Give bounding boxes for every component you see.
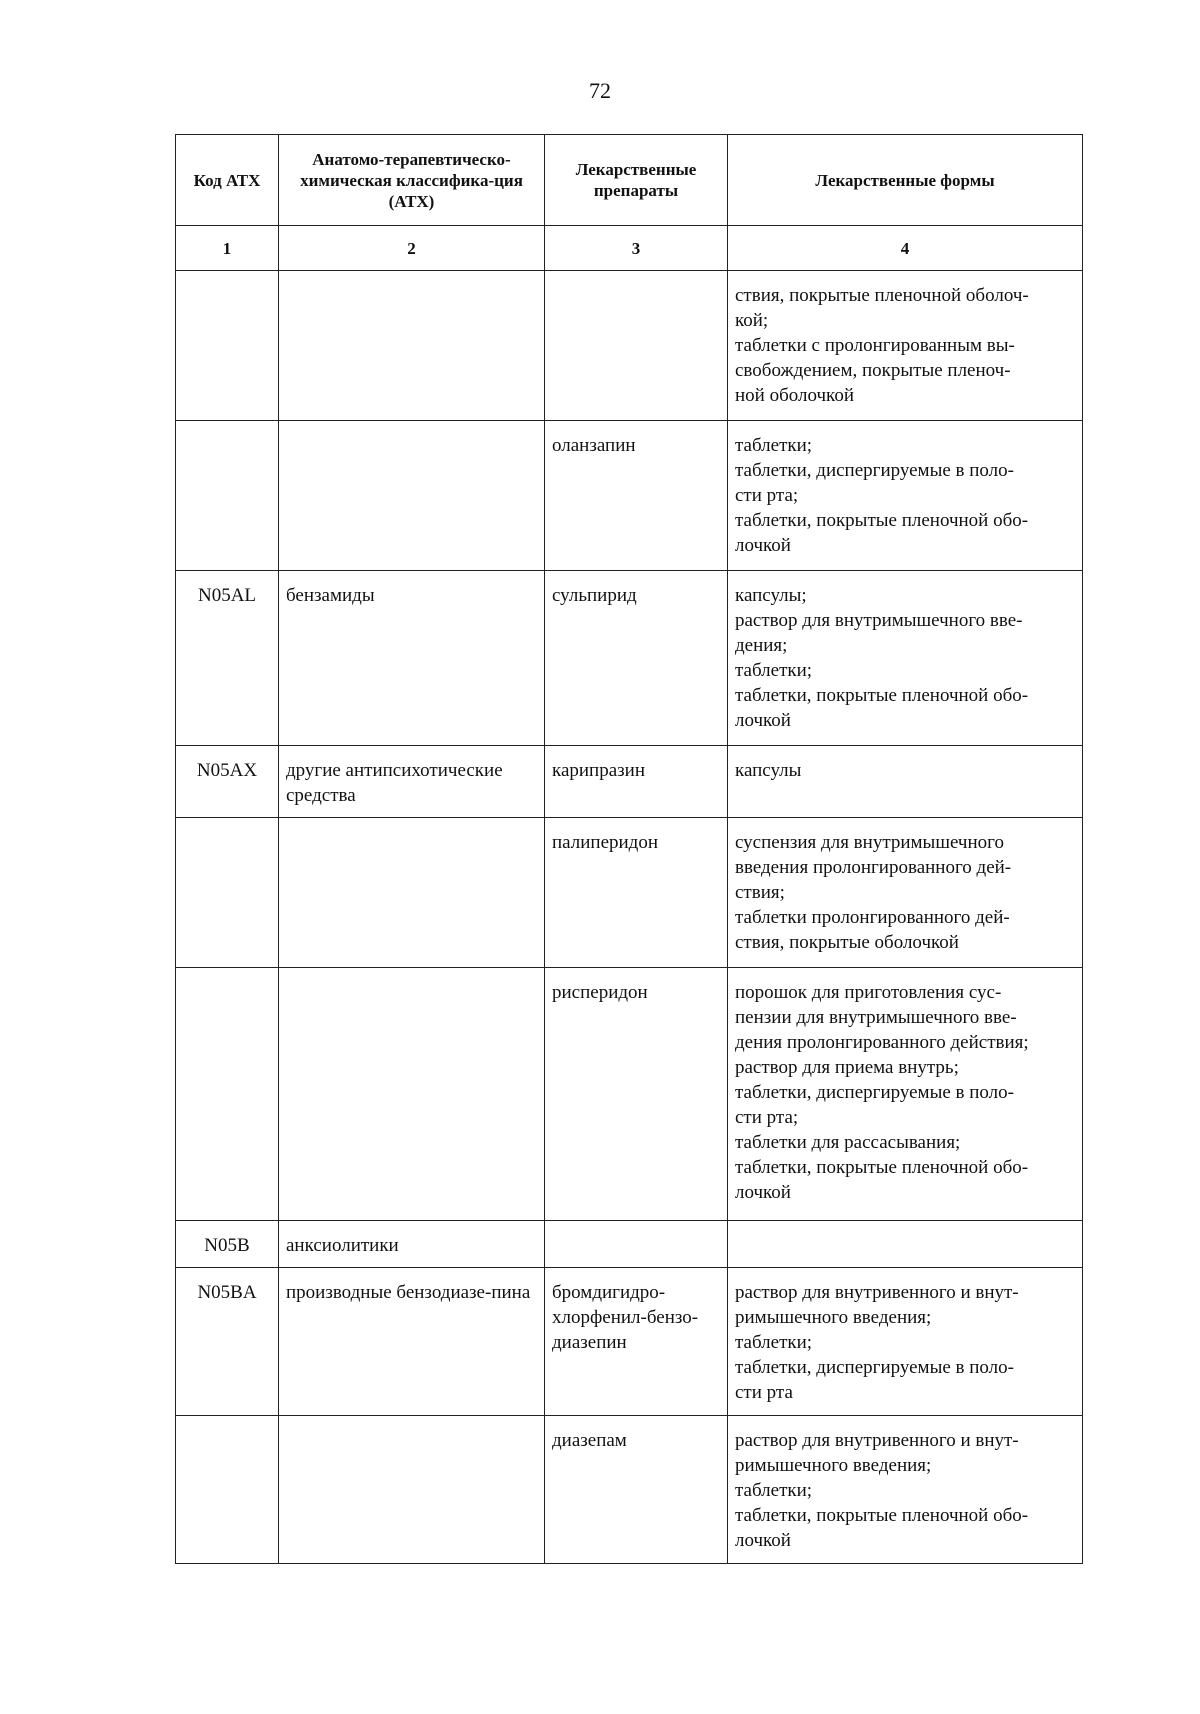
dosage-form-line: капсулы; — [735, 585, 807, 606]
atx-table — [175, 134, 1083, 1564]
dosage-forms-cell — [728, 1221, 1083, 1268]
dosage-form-line: раствор для внутривенного и внут- — [735, 1282, 1019, 1303]
table-body — [176, 271, 1083, 1564]
table-row — [176, 1416, 1083, 1564]
dosage-form-line: таблетки, покрытые пленочной обо- — [735, 510, 1029, 531]
classification-cell — [279, 968, 545, 1221]
atx-code-cell: N05B — [176, 1221, 279, 1268]
dosage-form-line: введения пролонгированного дей- — [735, 857, 1012, 878]
dosage-form-line: лочкой — [735, 710, 791, 731]
table-row — [176, 1221, 1083, 1268]
dosage-form-line: суспензия для внутримышечного — [735, 832, 1004, 853]
dosage-form-line: раствор для приема внутрь; — [735, 1057, 959, 1078]
atx-code-cell — [176, 968, 279, 1221]
dosage-forms-cell — [728, 571, 1083, 746]
dosage-form-line: ствия; — [735, 882, 785, 903]
drug-cell: бромдигидро-хлорфенил-бензо-диазепин — [545, 1268, 728, 1416]
dosage-form-line: порошок для приготовления сус- — [735, 982, 1002, 1003]
dosage-form-line: таблетки, диспергируемые в поло- — [735, 460, 1014, 481]
atx-code-cell — [176, 421, 279, 571]
dosage-forms-cell — [728, 818, 1083, 968]
header-row — [176, 135, 1083, 226]
table-row — [176, 818, 1083, 968]
table-row — [176, 746, 1083, 818]
dosage-form-line: таблетки; — [735, 435, 813, 456]
column-number: 1 — [176, 226, 279, 271]
dosage-forms-cell — [728, 746, 1083, 818]
dosage-form-line: таблетки для рассасывания; — [735, 1132, 961, 1153]
dosage-form-line: таблетки, покрытые пленочной обо- — [735, 685, 1029, 706]
dosage-form-line: раствор для внутримышечного вве- — [735, 610, 1023, 631]
drug-cell: диазепам — [545, 1416, 728, 1564]
dosage-forms-cell — [728, 421, 1083, 571]
table-row — [176, 421, 1083, 571]
dosage-forms-cell — [728, 968, 1083, 1221]
drug-cell — [545, 1221, 728, 1268]
dosage-forms-cell — [728, 1416, 1083, 1564]
header-forms: Лекарственные формы — [728, 135, 1083, 226]
classification-cell — [279, 271, 545, 421]
dosage-form-line: таблетки; — [735, 1332, 813, 1353]
table-row — [176, 271, 1083, 421]
drug-cell — [545, 271, 728, 421]
column-number-row — [176, 226, 1083, 271]
table-row — [176, 571, 1083, 746]
table-row — [176, 968, 1083, 1221]
dosage-form-line: таблетки, покрытые пленочной обо- — [735, 1157, 1029, 1178]
classification-cell — [279, 818, 545, 968]
dosage-form-line: сти рта; — [735, 1107, 799, 1128]
classification-cell — [279, 1416, 545, 1564]
header-drugs: Лекарственные препараты — [545, 135, 728, 226]
dosage-form-line: ствия, покрытые пленочной оболоч- — [735, 285, 1029, 306]
drug-cell: рисперидон — [545, 968, 728, 1221]
dosage-form-line: дения; — [735, 635, 788, 656]
classification-cell — [279, 421, 545, 571]
dosage-forms-cell — [728, 1268, 1083, 1416]
dosage-form-line: таблетки; — [735, 1480, 813, 1501]
header-code: Код АТХ — [176, 135, 279, 226]
dosage-form-line: кой; — [735, 310, 769, 331]
dosage-form-line: сти рта; — [735, 485, 799, 506]
dosage-form-line: дения пролонгированного действия; — [735, 1032, 1029, 1053]
dosage-forms-cell — [728, 271, 1083, 421]
drug-cell: оланзапин — [545, 421, 728, 571]
classification-cell: производные бензодиазе-пина — [279, 1268, 545, 1416]
atx-code-cell — [176, 1416, 279, 1564]
table-row — [176, 1268, 1083, 1416]
atx-code-cell: N05BA — [176, 1268, 279, 1416]
drug-cell: сульпирид — [545, 571, 728, 746]
dosage-form-line: сти рта — [735, 1382, 793, 1403]
dosage-form-line: римышечного введения; — [735, 1307, 932, 1328]
classification-cell: бензамиды — [279, 571, 545, 746]
dosage-form-line: ствия, покрытые оболочкой — [735, 932, 959, 953]
atx-code-cell: N05AX — [176, 746, 279, 818]
dosage-form-line: таблетки, диспергируемые в поло- — [735, 1357, 1014, 1378]
dosage-form-line: лочкой — [735, 1530, 791, 1551]
dosage-form-line: таблетки, диспергируемые в поло- — [735, 1082, 1014, 1103]
dosage-form-line: лочкой — [735, 1182, 791, 1203]
page-number: 72 — [589, 78, 611, 103]
column-number: 2 — [279, 226, 545, 271]
dosage-form-line: таблетки; — [735, 660, 813, 681]
dosage-form-line: лочкой — [735, 535, 791, 556]
dosage-form-line: таблетки, покрытые пленочной обо- — [735, 1505, 1029, 1526]
classification-cell: другие антипсихотические средства — [279, 746, 545, 818]
dosage-form-line: раствор для внутривенного и внут- — [735, 1430, 1019, 1451]
dosage-form-line: капсулы — [735, 760, 802, 781]
drug-cell: карипразин — [545, 746, 728, 818]
header-classification: Анатомо-терапевтическо-химическая классифика-ция (АТХ) — [279, 135, 545, 226]
drug-cell: палиперидон — [545, 818, 728, 968]
dosage-form-line: таблетки пролонгированного дей- — [735, 907, 1010, 928]
dosage-form-line: ной оболочкой — [735, 385, 854, 406]
classification-cell: анксиолитики — [279, 1221, 545, 1268]
dosage-form-line: свобождением, покрытые пленоч- — [735, 360, 1011, 381]
dosage-form-line: таблетки с пролонгированным вы- — [735, 335, 1015, 356]
atx-code-cell — [176, 271, 279, 421]
dosage-form-line: пензии для внутримышечного вве- — [735, 1007, 1017, 1028]
column-number: 3 — [545, 226, 728, 271]
atx-code-cell: N05AL — [176, 571, 279, 746]
column-number: 4 — [728, 226, 1083, 271]
atx-code-cell — [176, 818, 279, 968]
dosage-form-line: римышечного введения; — [735, 1455, 932, 1476]
